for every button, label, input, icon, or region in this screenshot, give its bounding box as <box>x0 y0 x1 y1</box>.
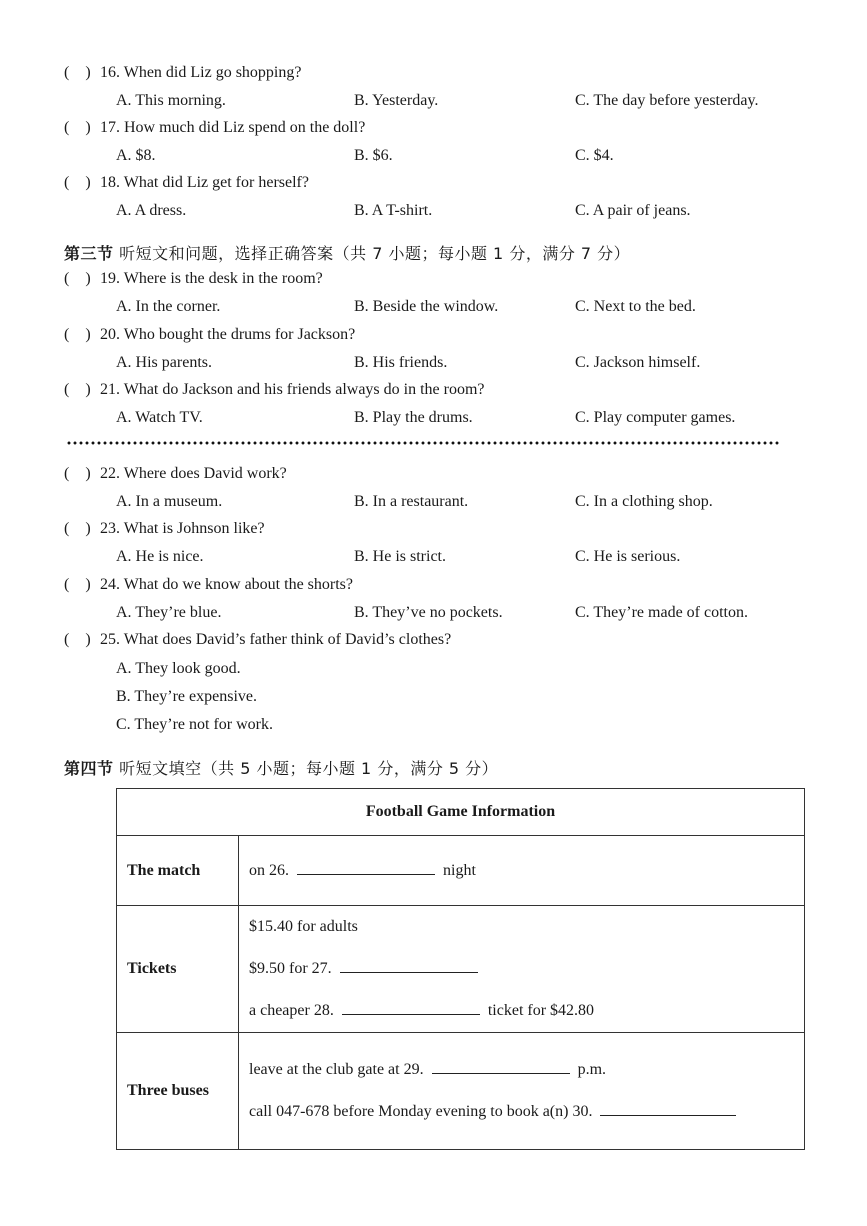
row-content: $15.40 for adults $9.50 for 27. a cheaper 28. ticket for $42.80 <box>239 906 805 1033</box>
dotted-divider <box>66 441 780 445</box>
option-a[interactable]: A. They’re blue. <box>116 604 222 621</box>
option-c[interactable]: C. $4. <box>575 147 614 164</box>
question-text: Who bought the drums for Jackson? <box>123 326 356 343</box>
option-b[interactable]: B. They’re expensive. <box>116 688 257 705</box>
question-text: Where does David work? <box>123 465 287 482</box>
blank-26[interactable] <box>297 862 435 875</box>
blank-28[interactable] <box>342 1002 480 1015</box>
question-number: 16. <box>100 64 120 81</box>
option-c[interactable]: C. Play computer games. <box>575 409 736 426</box>
question-number: 22. <box>100 465 120 482</box>
question-number: 18. <box>100 174 120 191</box>
option-b[interactable]: B. They’ve no pockets. <box>354 604 503 621</box>
question-text: What is Johnson like? <box>123 520 265 537</box>
answer-bracket[interactable]: ( ) <box>64 465 91 482</box>
question-19 <box>64 270 323 288</box>
option-a[interactable]: A. This morning. <box>116 92 226 109</box>
table-title: Football Game Information <box>117 789 805 836</box>
answer-bracket[interactable]: ( ) <box>64 119 91 136</box>
question-text: What do Jackson and his friends always do in the room? <box>123 381 485 398</box>
option-c[interactable]: C. Next to the bed. <box>575 298 696 315</box>
option-b[interactable]: B. Play the drums. <box>354 409 473 426</box>
option-b[interactable]: B. His friends. <box>354 354 448 371</box>
section-4-name: 第四节 <box>64 759 114 778</box>
option-a[interactable]: A. He is nice. <box>116 548 204 565</box>
answer-bracket[interactable]: ( ) <box>64 576 91 593</box>
blank-29[interactable] <box>432 1061 570 1074</box>
section-3-title: 听短文和问题，选择正确答案（共 7 小题；每小题 1 分，满分 7 分） <box>119 244 631 263</box>
answer-bracket[interactable]: ( ) <box>64 381 91 398</box>
option-a[interactable]: A. In a museum. <box>116 493 223 510</box>
option-b[interactable]: B. Beside the window. <box>354 298 499 315</box>
question-number: 19. <box>100 270 120 287</box>
question-text: How much did Liz spend on the doll? <box>124 119 366 136</box>
row-content: on 26. night <box>239 836 805 906</box>
option-b[interactable]: B. A T-shirt. <box>354 202 433 219</box>
football-info-table <box>116 788 805 1150</box>
answer-bracket[interactable]: ( ) <box>64 326 91 343</box>
option-c[interactable]: C. Jackson himself. <box>575 354 701 371</box>
question-24 <box>64 576 353 594</box>
option-a[interactable]: A. Watch TV. <box>116 409 203 426</box>
option-a[interactable]: A. In the corner. <box>116 298 221 315</box>
option-c[interactable]: C. They’re not for work. <box>116 716 273 733</box>
question-text: When did Liz go shopping? <box>123 64 302 81</box>
row-label: The match <box>117 836 239 906</box>
option-b[interactable]: B. Yesterday. <box>354 92 439 109</box>
table-row-match <box>117 836 805 906</box>
option-a[interactable]: A. A dress. <box>116 202 187 219</box>
question-number: 24. <box>100 576 120 593</box>
row-label: Three buses <box>117 1033 239 1150</box>
option-a[interactable]: A. They look good. <box>116 660 241 677</box>
row-label: Tickets <box>117 906 239 1033</box>
section-4-heading <box>64 756 498 779</box>
option-b[interactable]: B. In a restaurant. <box>354 493 469 510</box>
question-number: 17. <box>100 119 120 136</box>
option-c[interactable]: C. In a clothing shop. <box>575 493 713 510</box>
question-number: 20. <box>100 326 120 343</box>
question-text: What does David’s father think of David’s clothes? <box>123 631 452 648</box>
answer-bracket[interactable]: ( ) <box>64 631 91 648</box>
row-content: leave at the club gate at 29. p.m. call 047-678 before Monday evening to book a(n) 30. <box>239 1033 805 1150</box>
question-22 <box>64 465 287 483</box>
option-a[interactable]: A. His parents. <box>116 354 212 371</box>
section-3-heading <box>64 241 630 264</box>
table-row-buses <box>117 1033 805 1150</box>
blank-30[interactable] <box>600 1103 736 1116</box>
question-25 <box>64 631 451 649</box>
blank-27[interactable] <box>340 960 478 973</box>
question-number: 25. <box>100 631 120 648</box>
question-23 <box>64 520 265 538</box>
answer-bracket[interactable]: ( ) <box>64 64 91 81</box>
option-b[interactable]: B. $6. <box>354 147 393 164</box>
option-c[interactable]: C. They’re made of cotton. <box>575 604 748 621</box>
section-4-title: 听短文填空（共 5 小题；每小题 1 分，满分 5 分） <box>119 759 499 778</box>
question-text: What did Liz get for herself? <box>123 174 309 191</box>
question-16 <box>64 64 301 82</box>
question-text: What do we know about the shorts? <box>123 576 353 593</box>
question-number: 23. <box>100 520 120 537</box>
section-3-name: 第三节 <box>64 244 114 263</box>
option-b[interactable]: B. He is strict. <box>354 548 446 565</box>
option-c[interactable]: C. The day before yesterday. <box>575 92 759 109</box>
question-17 <box>64 119 365 137</box>
table-row-tickets <box>117 906 805 1033</box>
question-text: Where is the desk in the room? <box>123 270 323 287</box>
question-18 <box>64 174 309 192</box>
answer-bracket[interactable]: ( ) <box>64 174 91 191</box>
question-number: 21. <box>100 381 120 398</box>
option-a[interactable]: A. $8. <box>116 147 156 164</box>
answer-bracket[interactable]: ( ) <box>64 270 91 287</box>
answer-bracket[interactable]: ( ) <box>64 520 91 537</box>
option-c[interactable]: C. A pair of jeans. <box>575 202 691 219</box>
question-21 <box>64 381 485 399</box>
question-20 <box>64 326 355 344</box>
option-c[interactable]: C. He is serious. <box>575 548 681 565</box>
